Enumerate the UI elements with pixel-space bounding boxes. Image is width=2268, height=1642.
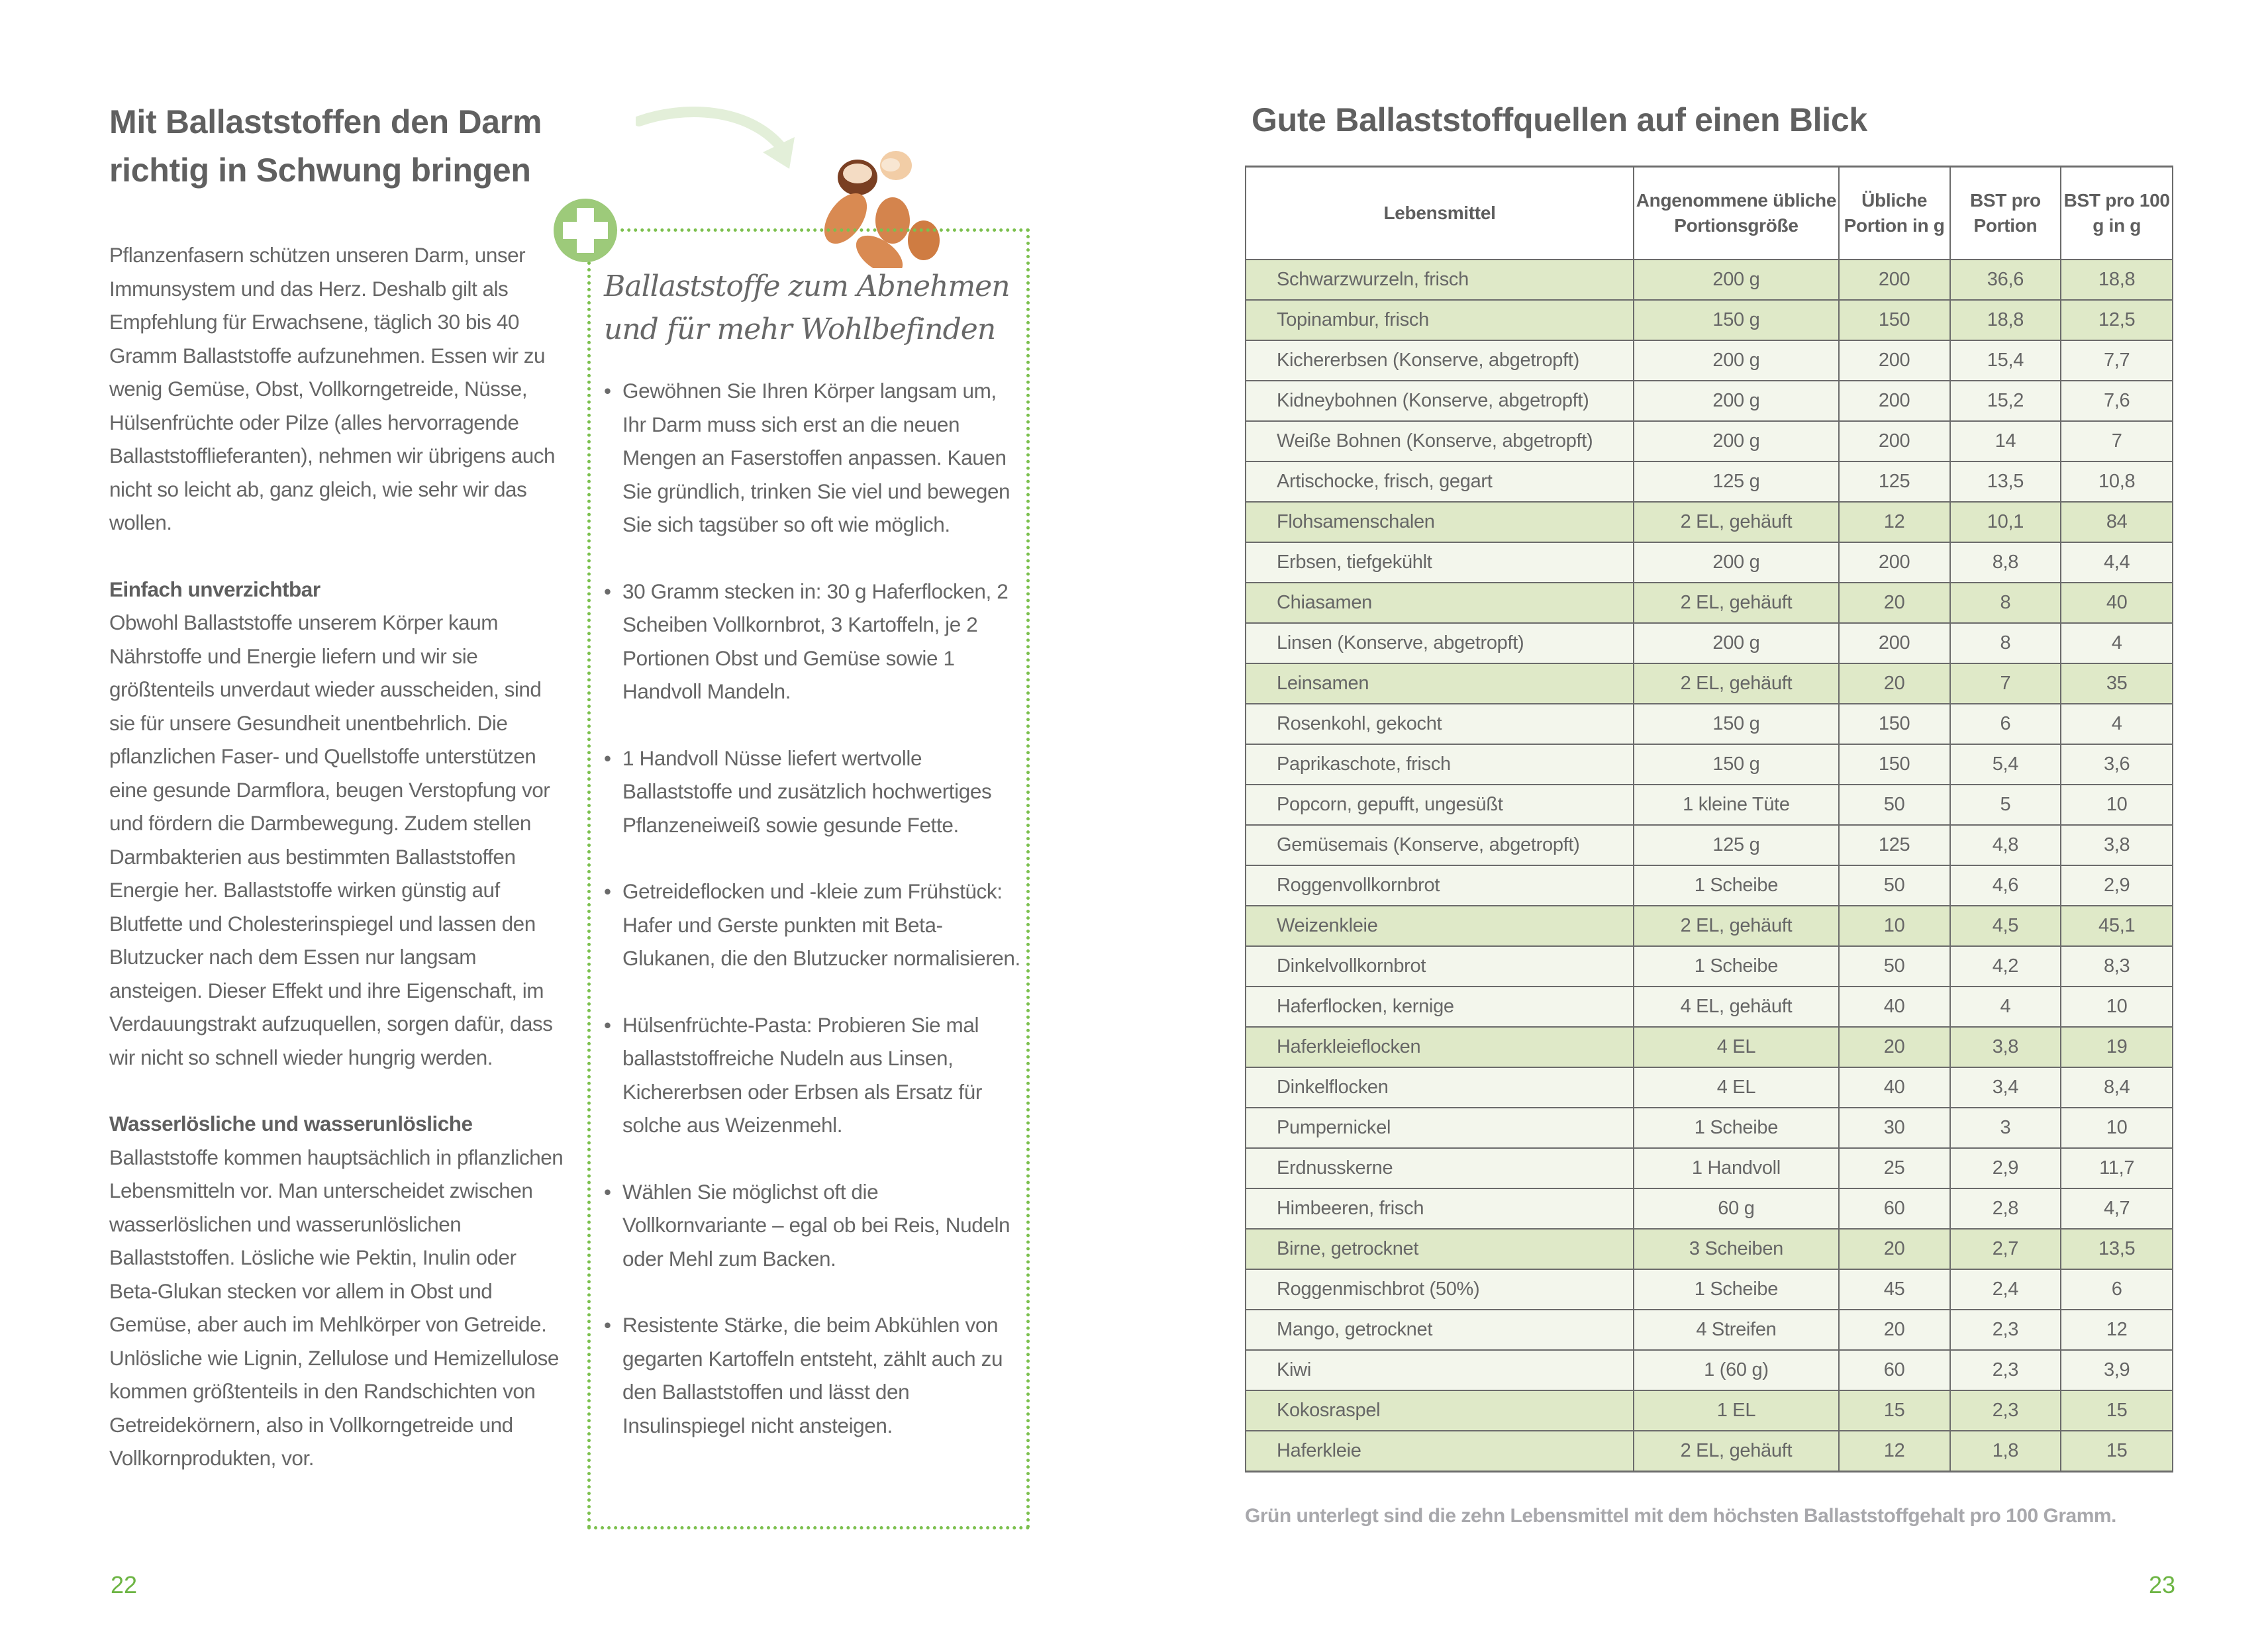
cell-food: Popcorn, gepufft, ungesüßt bbox=[1246, 785, 1634, 825]
cell-portion-size: 2 EL, gehäuft bbox=[1634, 502, 1839, 542]
cell-portion-size: 1 Handvoll bbox=[1634, 1148, 1839, 1188]
cell-fiber-per-portion: 2,4 bbox=[1950, 1269, 2061, 1310]
tip-title-line: Ballaststoffe zum Abnehmen bbox=[604, 269, 1010, 303]
cell-portion-grams: 25 bbox=[1839, 1148, 1950, 1188]
cell-food: Leinsamen bbox=[1246, 663, 1634, 704]
cell-food: Roggenmischbrot (50%) bbox=[1246, 1269, 1634, 1310]
cell-portion-size: 1 Scheibe bbox=[1634, 1108, 1839, 1148]
cell-portion-grams: 20 bbox=[1839, 1027, 1950, 1067]
header-fiber-per-portion: BST pro Portion bbox=[1950, 167, 2061, 260]
table-row bbox=[1246, 906, 2173, 946]
cell-fiber-per-portion: 3 bbox=[1950, 1108, 2061, 1148]
table-row bbox=[1246, 1229, 2173, 1269]
cell-food: Topinambur, frisch bbox=[1246, 300, 1634, 340]
cell-fiber-per-100g: 10 bbox=[2061, 1108, 2173, 1148]
cell-food: Schwarzwurzeln, frisch bbox=[1246, 260, 1634, 300]
cell-fiber-per-100g: 3,6 bbox=[2061, 744, 2173, 785]
cell-portion-size: 4 EL bbox=[1634, 1027, 1839, 1067]
cell-portion-grams: 20 bbox=[1839, 1310, 1950, 1350]
section-heading: Wasserlösliche und wasserunlösliche bbox=[109, 1112, 473, 1135]
cell-portion-grams: 50 bbox=[1839, 785, 1950, 825]
cell-portion-size: 1 Scheibe bbox=[1634, 865, 1839, 906]
tip-title-line: und für mehr Wohlbefinden bbox=[604, 313, 996, 346]
cell-fiber-per-portion: 8 bbox=[1950, 623, 2061, 663]
cell-fiber-per-100g: 45,1 bbox=[2061, 906, 2173, 946]
cell-fiber-per-portion: 15,4 bbox=[1950, 340, 2061, 381]
cell-fiber-per-100g: 12,5 bbox=[2061, 300, 2173, 340]
cell-portion-size: 200 g bbox=[1634, 381, 1839, 421]
tip-item: • 1 Handvoll Nüsse liefert wertvolle Ballaststoffe und zusätzlich hochwertiges Pflanzeneiweiß sowie gesunde Fette. bbox=[604, 742, 1021, 842]
cell-portion-size: 200 g bbox=[1634, 421, 1839, 461]
page-number-right: 23 bbox=[2149, 1571, 2176, 1598]
cell-food: Himbeeren, frisch bbox=[1246, 1188, 1634, 1229]
cell-portion-grams: 12 bbox=[1839, 502, 1950, 542]
cell-portion-size: 1 Scheibe bbox=[1634, 946, 1839, 987]
cell-fiber-per-100g: 7,7 bbox=[2061, 340, 2173, 381]
cell-portion-size: 200 g bbox=[1634, 260, 1839, 300]
table-row bbox=[1246, 704, 2173, 744]
cell-food: Haferkleie bbox=[1246, 1431, 1634, 1472]
table-row bbox=[1246, 1027, 2173, 1067]
cell-portion-grams: 50 bbox=[1839, 946, 1950, 987]
cell-portion-size: 60 g bbox=[1634, 1188, 1839, 1229]
cell-fiber-per-100g: 18,8 bbox=[2061, 260, 2173, 300]
cell-fiber-per-portion: 2,3 bbox=[1950, 1350, 2061, 1390]
cell-portion-size: 1 EL bbox=[1634, 1390, 1839, 1431]
table-row bbox=[1246, 421, 2173, 461]
cell-fiber-per-portion: 14 bbox=[1950, 421, 2061, 461]
plus-icon bbox=[554, 199, 617, 262]
section-text: Obwohl Ballaststoffe unserem Körper kaum Nährstoffe und Energie liefern und wir sie größtenteils unverdaut wieder ausscheiden, sind sie für unsere Gesundheit unentbehrlich. Die pflanzlichen Faser- und Quellstoffe unterstützen eine gesunde Darmflora, beugen Verstopfung vor und fördern die Darmbewegung. Zudem stellen Darmbakterien aus bestimmten Ballaststoffen Energie her. Ballaststoffe wirken günstig auf Blutfette und Cholesterinspiegel und lassen den Blutzucker nach dem Essen nur langsam ansteigen. Dieser Effekt und ihre Eigenschaft, im Verdauungstrakt aufzuquellen, sorgen dafür, dass wir nicht so schnell wieder hungrig werden. bbox=[109, 610, 553, 1069]
cell-fiber-per-portion: 2,3 bbox=[1950, 1310, 2061, 1350]
cell-fiber-per-portion: 8,8 bbox=[1950, 542, 2061, 583]
cell-fiber-per-portion: 4,5 bbox=[1950, 906, 2061, 946]
cell-fiber-per-portion: 6 bbox=[1950, 704, 2061, 744]
cell-fiber-per-100g: 4,4 bbox=[2061, 542, 2173, 583]
cell-portion-grams: 125 bbox=[1839, 825, 1950, 865]
cell-food: Kichererbsen (Konserve, abgetropft) bbox=[1246, 340, 1634, 381]
cell-fiber-per-100g: 15 bbox=[2061, 1390, 2173, 1431]
table-row bbox=[1246, 260, 2173, 300]
table-row bbox=[1246, 1108, 2173, 1148]
cell-portion-grams: 200 bbox=[1839, 623, 1950, 663]
left-page-body bbox=[109, 238, 566, 1475]
cell-portion-size: 2 EL, gehäuft bbox=[1634, 663, 1839, 704]
header-portion-size: Angenommene übliche Portionsgröße bbox=[1634, 167, 1839, 260]
cell-fiber-per-portion: 4,8 bbox=[1950, 825, 2061, 865]
cell-portion-size: 200 g bbox=[1634, 623, 1839, 663]
table-row bbox=[1246, 1350, 2173, 1390]
cell-portion-grams: 60 bbox=[1839, 1188, 1950, 1229]
cell-fiber-per-portion: 1,8 bbox=[1950, 1431, 2061, 1472]
cell-fiber-per-portion: 10,1 bbox=[1950, 502, 2061, 542]
cell-fiber-per-100g: 3,9 bbox=[2061, 1350, 2173, 1390]
cell-portion-grams: 150 bbox=[1839, 300, 1950, 340]
cell-fiber-per-portion: 36,6 bbox=[1950, 260, 2061, 300]
cell-fiber-per-100g: 13,5 bbox=[2061, 1229, 2173, 1269]
cell-fiber-per-100g: 7,6 bbox=[2061, 381, 2173, 421]
cell-portion-grams: 40 bbox=[1839, 1067, 1950, 1108]
cell-food: Chiasamen bbox=[1246, 583, 1634, 623]
cell-portion-size: 2 EL, gehäuft bbox=[1634, 1431, 1839, 1472]
cell-food: Gemüsemais (Konserve, abgetropft) bbox=[1246, 825, 1634, 865]
cell-fiber-per-100g: 11,7 bbox=[2061, 1148, 2173, 1188]
cell-fiber-per-portion: 2,7 bbox=[1950, 1229, 2061, 1269]
cell-food: Roggenvollkornbrot bbox=[1246, 865, 1634, 906]
cell-portion-grams: 30 bbox=[1839, 1108, 1950, 1148]
cell-portion-grams: 12 bbox=[1839, 1431, 1950, 1472]
header-food: Lebensmittel bbox=[1246, 167, 1634, 260]
cell-food: Erdnusskerne bbox=[1246, 1148, 1634, 1188]
cell-fiber-per-portion: 4 bbox=[1950, 987, 2061, 1027]
cell-portion-grams: 40 bbox=[1839, 987, 1950, 1027]
cell-fiber-per-portion: 2,3 bbox=[1950, 1390, 2061, 1431]
cell-portion-grams: 200 bbox=[1839, 381, 1950, 421]
cell-fiber-per-100g: 12 bbox=[2061, 1310, 2173, 1350]
cell-portion-size: 150 g bbox=[1634, 300, 1839, 340]
cell-fiber-per-portion: 4,6 bbox=[1950, 865, 2061, 906]
cell-fiber-per-portion: 18,8 bbox=[1950, 300, 2061, 340]
cell-fiber-per-portion: 3,4 bbox=[1950, 1067, 2061, 1108]
cell-food: Flohsamenschalen bbox=[1246, 502, 1634, 542]
page-number-left: 22 bbox=[111, 1571, 138, 1598]
table-row bbox=[1246, 946, 2173, 987]
tip-item: • Resistente Stärke, die beim Abkühlen von gegarten Kartoffeln entsteht, zählt auch zu den Ballaststoffen und lässt den Insulinspiegel nicht ansteigen. bbox=[604, 1308, 1021, 1442]
cell-fiber-per-100g: 8,3 bbox=[2061, 946, 2173, 987]
table-row bbox=[1246, 461, 2173, 502]
cell-fiber-per-100g: 8,4 bbox=[2061, 1067, 2173, 1108]
cell-food: Dinkelflocken bbox=[1246, 1067, 1634, 1108]
table-row bbox=[1246, 502, 2173, 542]
table-row bbox=[1246, 542, 2173, 583]
cell-fiber-per-100g: 6 bbox=[2061, 1269, 2173, 1310]
tip-item: • Hülsenfrüchte-Pasta: Probieren Sie mal ballaststoffreiche Nudeln aus Linsen, Kichererbsen oder Erbsen als Ersatz für solche aus Weizenmehl. bbox=[604, 1008, 1021, 1142]
cell-portion-size: 125 g bbox=[1634, 461, 1839, 502]
cell-portion-size: 1 kleine Tüte bbox=[1634, 785, 1839, 825]
tip-item: • Getreideflocken und -kleie zum Frühstück: Hafer und Gerste punkten mit Beta-Glukanen, die den Blutzucker normalisieren. bbox=[604, 875, 1021, 975]
section-text: Ballaststoffe kommen hauptsächlich in pflanzlichen Lebensmitteln vor. Man unterscheidet zwischen wasserlöslichen und wasserunlöslichen Ballaststoffen. Lösliche wie Pektin, Inulin oder Beta-Glukan stecken vor allem in Obst und Gemüse, aber auch im Mehlkörper von Getreide. Unlösliche wie Lignin, Zellulose und Hemizellulose kommen größtenteils in den Randschichten von Getreidekörnern, also in Vollkorngetreide und Vollkornprodukten, vor. bbox=[109, 1145, 564, 1470]
cell-fiber-per-100g: 7 bbox=[2061, 421, 2173, 461]
cell-food: Weizenkleie bbox=[1246, 906, 1634, 946]
curved-arrow-icon bbox=[636, 103, 808, 175]
cell-food: Birne, getrocknet bbox=[1246, 1229, 1634, 1269]
cell-fiber-per-portion: 13,5 bbox=[1950, 461, 2061, 502]
cell-portion-grams: 150 bbox=[1839, 744, 1950, 785]
cell-fiber-per-portion: 2,9 bbox=[1950, 1148, 2061, 1188]
cell-portion-size: 2 EL, gehäuft bbox=[1634, 906, 1839, 946]
cell-portion-grams: 50 bbox=[1839, 865, 1950, 906]
cell-portion-grams: 200 bbox=[1839, 340, 1950, 381]
table-row bbox=[1246, 1431, 2173, 1472]
table-row bbox=[1246, 1188, 2173, 1229]
cell-fiber-per-portion: 15,2 bbox=[1950, 381, 2061, 421]
cell-food: Linsen (Konserve, abgetropft) bbox=[1246, 623, 1634, 663]
table-row bbox=[1246, 381, 2173, 421]
cell-portion-size: 200 g bbox=[1634, 340, 1839, 381]
cell-food: Kidneybohnen (Konserve, abgetropft) bbox=[1246, 381, 1634, 421]
table-row bbox=[1246, 825, 2173, 865]
table-row bbox=[1246, 1310, 2173, 1350]
cell-food: Paprikaschote, frisch bbox=[1246, 744, 1634, 785]
cell-fiber-per-portion: 8 bbox=[1950, 583, 2061, 623]
cell-portion-grams: 10 bbox=[1839, 906, 1950, 946]
cell-fiber-per-100g: 4 bbox=[2061, 623, 2173, 663]
tip-item: • 30 Gramm stecken in: 30 g Haferflocken, 2 Scheiben Vollkornbrot, 3 Kartoffeln, je 2 Portionen Obst und Gemüse sowie 1 Handvoll Mandeln. bbox=[604, 575, 1021, 708]
table-caption: Grün unterlegt sind die zehn Lebensmittel mit dem höchsten Ballaststoffgehalt pro 100 Gramm. bbox=[1245, 1505, 2116, 1527]
table-row bbox=[1246, 1148, 2173, 1188]
cell-fiber-per-100g: 10 bbox=[2061, 987, 2173, 1027]
cell-fiber-per-100g: 15 bbox=[2061, 1431, 2173, 1472]
cell-food: Haferkleieflocken bbox=[1246, 1027, 1634, 1067]
cell-fiber-per-100g: 3,8 bbox=[2061, 825, 2173, 865]
cell-food: Rosenkohl, gekocht bbox=[1246, 704, 1634, 744]
cell-fiber-per-portion: 7 bbox=[1950, 663, 2061, 704]
cell-portion-size: 4 EL, gehäuft bbox=[1634, 987, 1839, 1027]
table-row bbox=[1246, 623, 2173, 663]
cell-portion-grams: 20 bbox=[1839, 1229, 1950, 1269]
cell-portion-grams: 150 bbox=[1839, 704, 1950, 744]
right-page-title: Gute Ballaststoffquellen auf einen Blick bbox=[1252, 101, 1867, 138]
table-row bbox=[1246, 744, 2173, 785]
table-row bbox=[1246, 663, 2173, 704]
cell-portion-grams: 125 bbox=[1839, 461, 1950, 502]
cell-fiber-per-100g: 40 bbox=[2061, 583, 2173, 623]
cell-fiber-per-portion: 5,4 bbox=[1950, 744, 2061, 785]
cell-fiber-per-portion: 5 bbox=[1950, 785, 2061, 825]
table-row bbox=[1246, 1390, 2173, 1431]
cell-portion-size: 200 g bbox=[1634, 542, 1839, 583]
cell-food: Haferflocken, kernige bbox=[1246, 987, 1634, 1027]
header-fiber-per-100g: BST pro 100 g in g bbox=[2061, 167, 2173, 260]
cell-portion-size: 4 EL bbox=[1634, 1067, 1839, 1108]
tip-item: • Wählen Sie möglichst oft die Vollkornvariante – egal ob bei Reis, Nudeln oder Mehl zum Backen. bbox=[604, 1175, 1021, 1276]
cell-portion-grams: 60 bbox=[1839, 1350, 1950, 1390]
cell-portion-size: 150 g bbox=[1634, 704, 1839, 744]
cell-food: Kiwi bbox=[1246, 1350, 1634, 1390]
cell-fiber-per-100g: 2,9 bbox=[2061, 865, 2173, 906]
cell-portion-size: 150 g bbox=[1634, 744, 1839, 785]
fiber-table bbox=[1245, 166, 2173, 1473]
cell-portion-grams: 20 bbox=[1839, 663, 1950, 704]
cell-fiber-per-portion: 3,8 bbox=[1950, 1027, 2061, 1067]
table-header-row bbox=[1246, 167, 2173, 260]
section-heading: Einfach unverzichtbar bbox=[109, 577, 320, 601]
cell-fiber-per-100g: 19 bbox=[2061, 1027, 2173, 1067]
cell-portion-grams: 200 bbox=[1839, 542, 1950, 583]
cell-fiber-per-100g: 10,8 bbox=[2061, 461, 2173, 502]
header-portion-grams: Übliche Portion in g bbox=[1839, 167, 1950, 260]
table-row bbox=[1246, 1067, 2173, 1108]
table-row bbox=[1246, 300, 2173, 340]
cell-fiber-per-100g: 84 bbox=[2061, 502, 2173, 542]
cell-portion-grams: 200 bbox=[1839, 421, 1950, 461]
table-row bbox=[1246, 865, 2173, 906]
cell-food: Weiße Bohnen (Konserve, abgetropft) bbox=[1246, 421, 1634, 461]
cell-food: Dinkelvollkornbrot bbox=[1246, 946, 1634, 987]
cell-food: Kokosraspel bbox=[1246, 1390, 1634, 1431]
table-row bbox=[1246, 583, 2173, 623]
cell-food: Artischocke, frisch, gegart bbox=[1246, 461, 1634, 502]
intro-paragraph: Pflanzenfasern schützen unseren Darm, unser Immunsystem und das Herz. Deshalb gilt als Empfehlung für Erwachsene, täglich 30 bis 40 Gramm Ballaststoffe aufzunehmen. Essen wir zu wenig Gemüse, Obst, Vollkorngetreide, Nüsse, Hülsenfrüchte oder Pilze (alles hervorragende Ballaststofflieferanten), nehmen wir übrigens auch nicht so leicht ab, ganz gleich, wie sehr wir das wollen. bbox=[109, 243, 556, 534]
cell-fiber-per-portion: 4,2 bbox=[1950, 946, 2061, 987]
cell-portion-size: 125 g bbox=[1634, 825, 1839, 865]
table-row bbox=[1246, 987, 2173, 1027]
cell-portion-grams: 200 bbox=[1839, 260, 1950, 300]
cell-portion-grams: 15 bbox=[1839, 1390, 1950, 1431]
cell-fiber-per-100g: 4 bbox=[2061, 704, 2173, 744]
tip-item: • Gewöhnen Sie Ihren Körper langsam um, Ihr Darm muss sich erst an die neuen Mengen an Faserstoffen anpassen. Kauen Sie gründlich, trinken Sie viel und bewegen Sie sich tagsüber so oft wie möglich. bbox=[604, 374, 1021, 542]
cell-fiber-per-100g: 35 bbox=[2061, 663, 2173, 704]
tip-box-title bbox=[604, 265, 1028, 351]
cell-portion-size: 2 EL, gehäuft bbox=[1634, 583, 1839, 623]
cell-portion-size: 4 Streifen bbox=[1634, 1310, 1839, 1350]
left-page-title: Mit Ballaststoffen den Darm richtig in Schwung bringen bbox=[109, 103, 542, 189]
cell-food: Mango, getrocknet bbox=[1246, 1310, 1634, 1350]
cell-portion-size: 1 Scheibe bbox=[1634, 1269, 1839, 1310]
table-row bbox=[1246, 340, 2173, 381]
cell-fiber-per-100g: 10 bbox=[2061, 785, 2173, 825]
cell-fiber-per-100g: 4,7 bbox=[2061, 1188, 2173, 1229]
cell-fiber-per-portion: 2,8 bbox=[1950, 1188, 2061, 1229]
cell-portion-grams: 20 bbox=[1839, 583, 1950, 623]
cell-food: Pumpernickel bbox=[1246, 1108, 1634, 1148]
cell-portion-size: 1 (60 g) bbox=[1634, 1350, 1839, 1390]
table-row bbox=[1246, 1269, 2173, 1310]
tip-list bbox=[604, 374, 1021, 1475]
cell-portion-size: 3 Scheiben bbox=[1634, 1229, 1839, 1269]
cell-food: Erbsen, tiefgekühlt bbox=[1246, 542, 1634, 583]
table-row bbox=[1246, 785, 2173, 825]
cell-portion-grams: 45 bbox=[1839, 1269, 1950, 1310]
